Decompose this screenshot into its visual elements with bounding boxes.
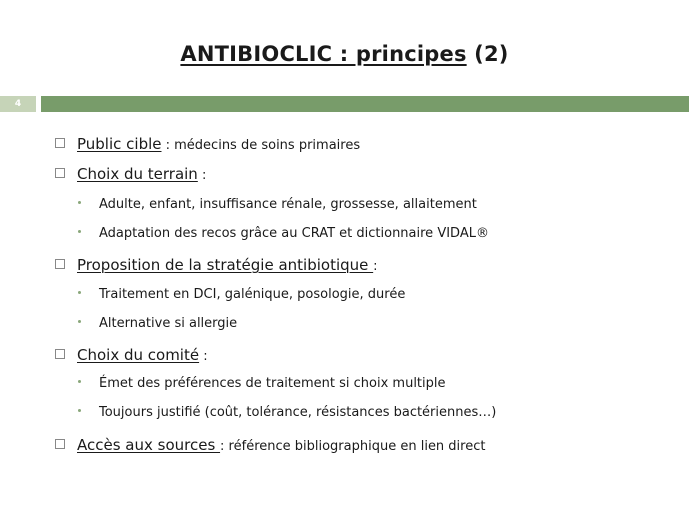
slide-number: 4 (14, 99, 22, 109)
sub-bullet-item (78, 197, 477, 212)
dot-bullet-icon (78, 380, 81, 383)
sub-bullet-text: Émet des préférences de traitement si choix multiple (99, 376, 446, 391)
bullet-heading: Choix du comité (77, 346, 200, 364)
bullet-detail: : référence bibliographique en lien direct (220, 439, 486, 454)
square-bullet-icon (55, 259, 65, 269)
bullet-item-acces-sources (55, 436, 485, 454)
bullet-item-choix-terrain (55, 165, 206, 183)
sub-bullet-item (78, 405, 496, 420)
square-bullet-icon (55, 439, 65, 449)
slide-title-main: ANTIBIOCLIC : principes (180, 42, 467, 66)
bullet-item-public-cible (55, 135, 360, 153)
dot-bullet-icon (78, 291, 81, 294)
bullet-item-choix-comite (55, 346, 208, 364)
sub-bullet-text: Adaptation des recos grâce au CRAT et dictionnaire VIDAL® (99, 226, 489, 241)
bullet-heading: Choix du terrain (77, 165, 198, 183)
square-bullet-icon (55, 138, 65, 148)
square-bullet-icon (55, 349, 65, 359)
bullet-heading: Public cible (77, 135, 162, 153)
sub-bullet-item (78, 287, 405, 302)
bullet-detail: : (197, 168, 207, 183)
bullet-detail: : (199, 349, 208, 364)
slide-title-suffix: (2) (474, 42, 509, 66)
sub-bullet-item (78, 316, 237, 331)
sub-bullet-text: Toujours justifié (coût, tolérance, résistances bactériennes…) (99, 405, 497, 420)
bullet-detail: : médecins de soins primaires (161, 138, 361, 153)
dot-bullet-icon (78, 201, 81, 204)
dot-bullet-icon (78, 230, 81, 233)
slide-title (0, 42, 689, 66)
header-accent-bar (41, 96, 689, 112)
sub-bullet-text: Traitement en DCI, galénique, posologie, durée (99, 287, 406, 302)
sub-bullet-item (78, 226, 489, 241)
dot-bullet-icon (78, 409, 81, 412)
bullet-heading: Accès aux sources (77, 436, 221, 454)
bullet-detail: : (373, 259, 378, 274)
bullet-heading: Proposition de la stratégie antibiotique (77, 256, 374, 274)
sub-bullet-text: Adulte, enfant, insuffisance rénale, grossesse, allaitement (99, 197, 477, 212)
bullet-item-proposition-strategie (55, 256, 378, 274)
sub-bullet-text: Alternative si allergie (99, 316, 238, 331)
square-bullet-icon (55, 168, 65, 178)
dot-bullet-icon (78, 320, 81, 323)
sub-bullet-item (78, 376, 446, 391)
